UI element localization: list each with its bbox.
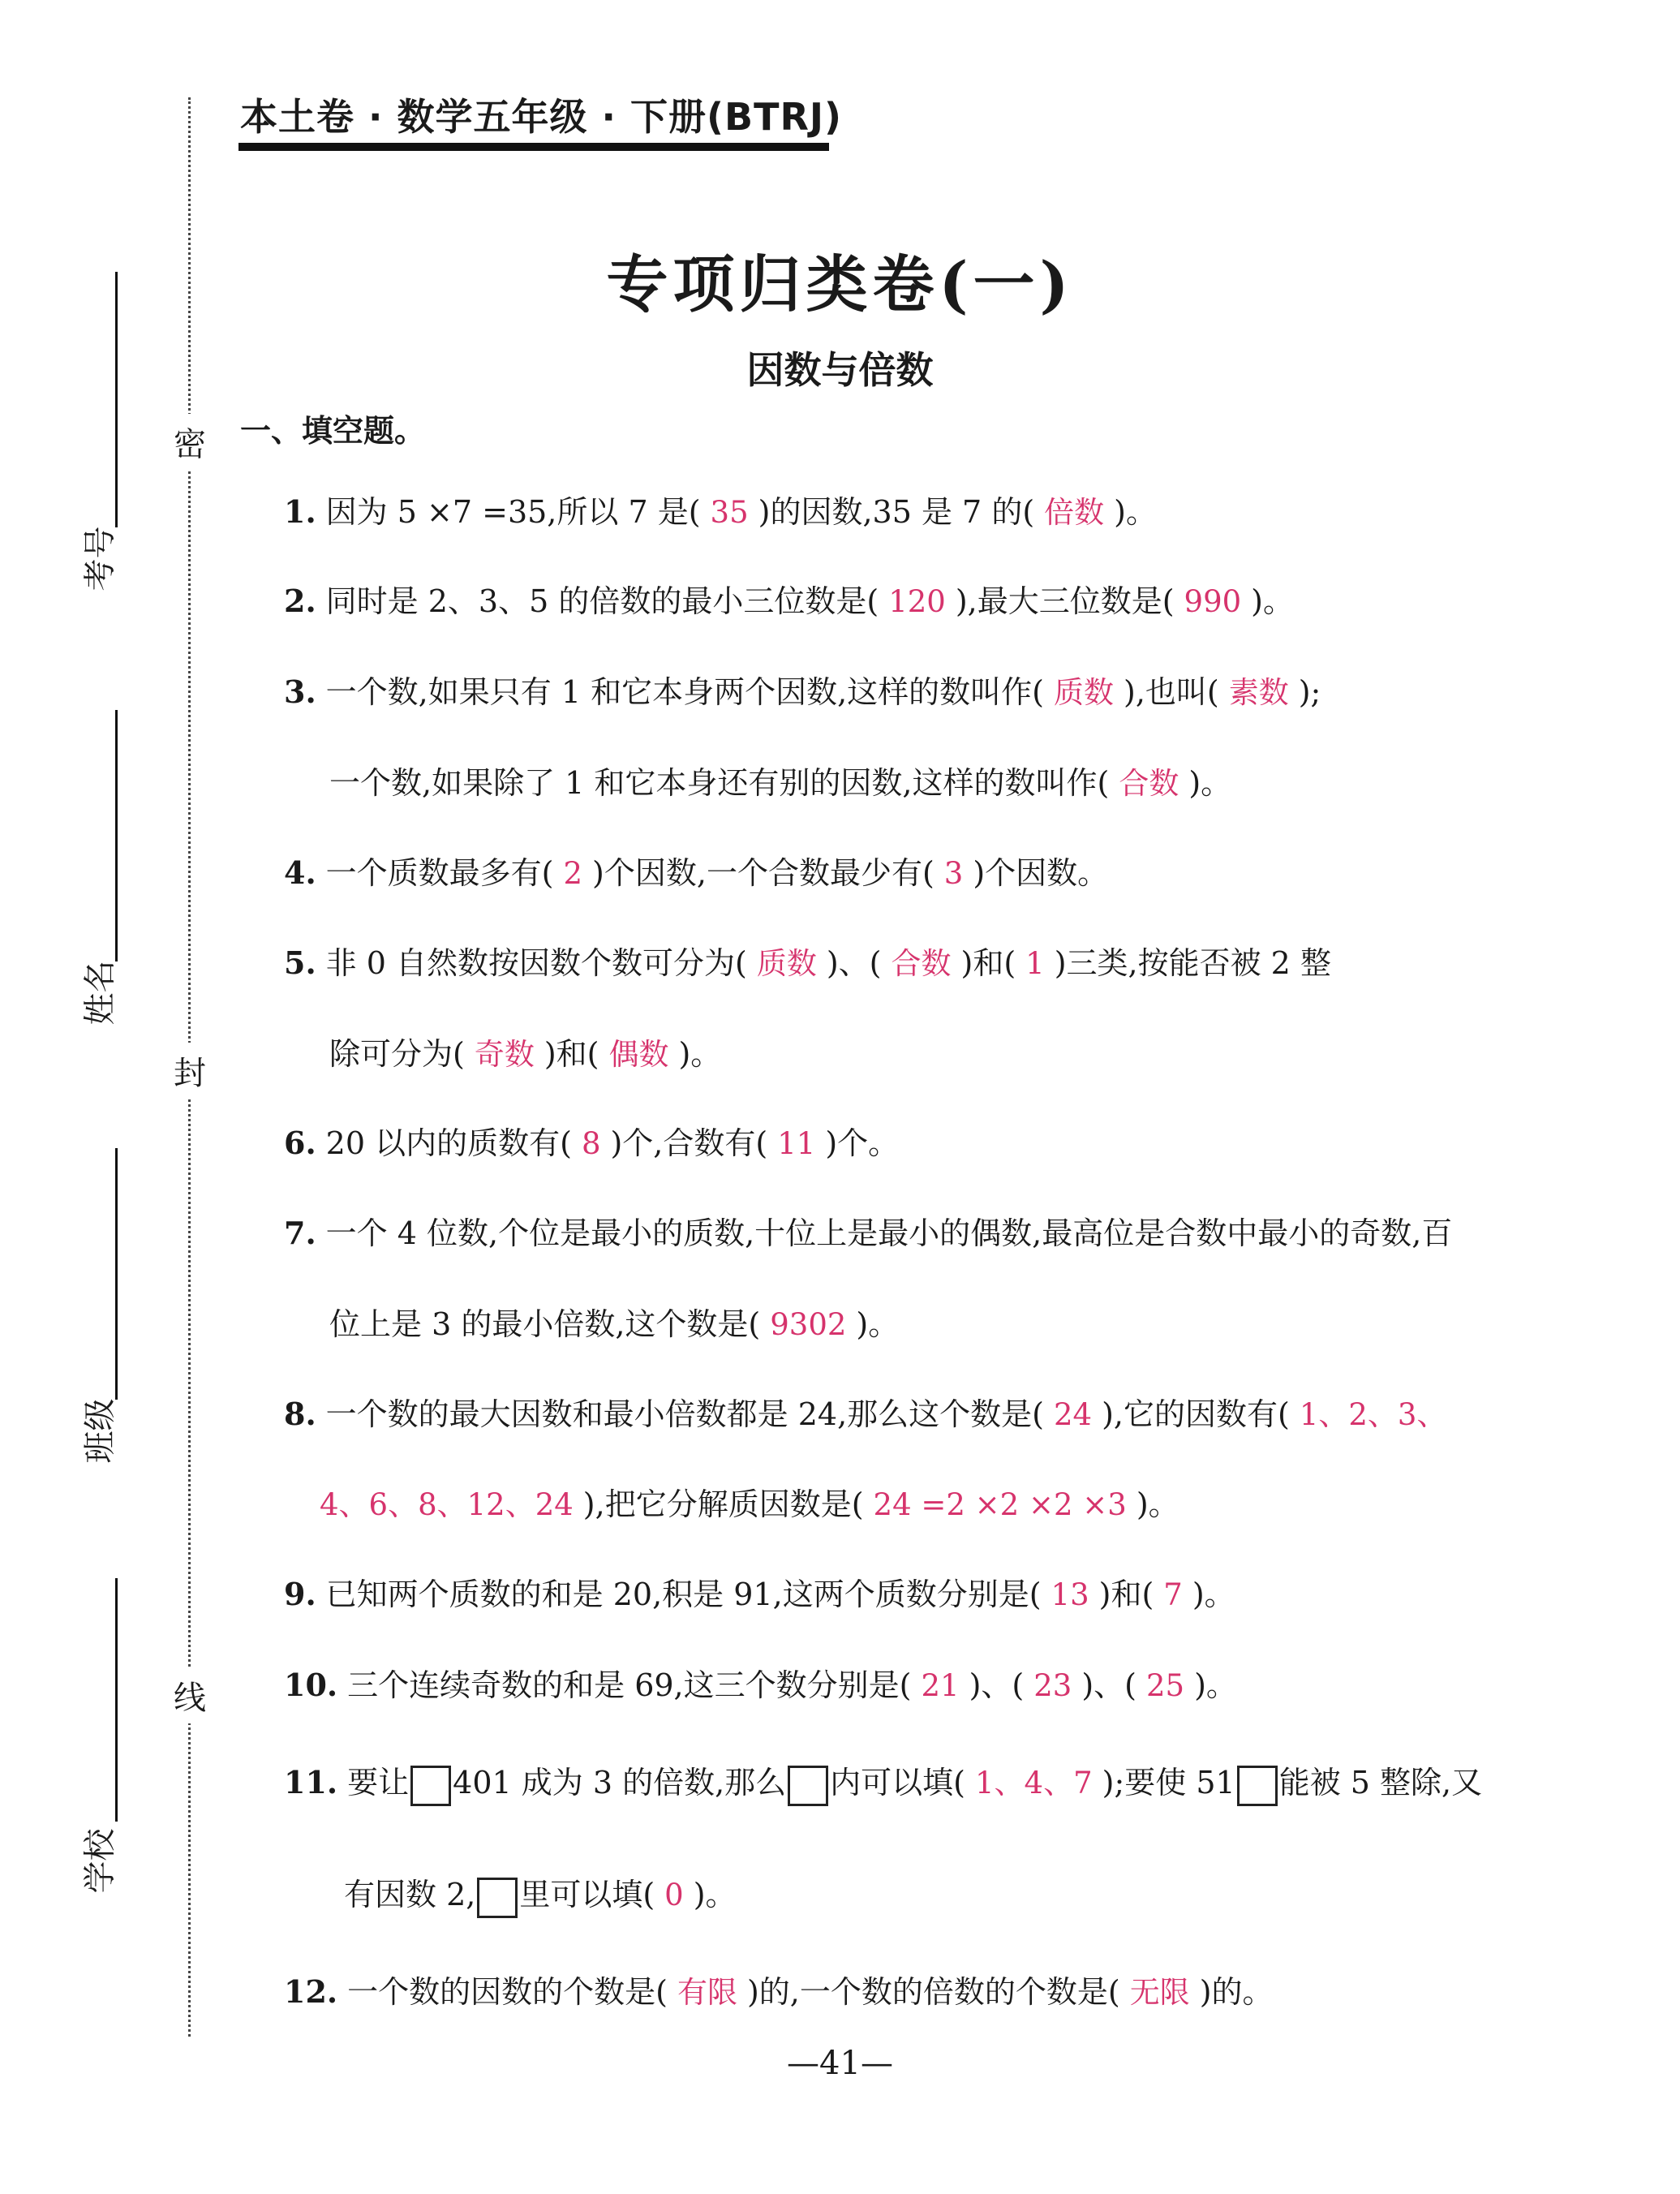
question-text: 一个数的最大因数和最小倍数都是 24,那么这个数是( xyxy=(325,1396,1045,1432)
answer-blank[interactable]: 质数 xyxy=(1054,675,1114,710)
section-heading: 一、填空题。 xyxy=(240,413,426,449)
question-number: 7. xyxy=(284,1215,316,1251)
question-10 xyxy=(284,1665,1237,1706)
question-text: ),把它分解质因数是( xyxy=(582,1486,864,1522)
question-number: 10. xyxy=(284,1667,338,1703)
question-number: 9. xyxy=(284,1576,316,1612)
question-text: 已知两个质数的和是 20,积是 91,这两个质数分别是( xyxy=(325,1577,1042,1612)
question-text: 有因数 2, xyxy=(344,1877,476,1912)
question-text: )的,一个数的倍数的个数是( xyxy=(746,1974,1120,2010)
question-text: )个因数,一个合数最少有( xyxy=(592,855,935,891)
question-text: )。 xyxy=(1188,765,1232,801)
series-header: 本土卷 · 数学五年级 · 下册(BTRJ) xyxy=(240,95,843,139)
question-text: 除可分为( xyxy=(329,1036,465,1072)
answer-blank[interactable]: 990 xyxy=(1184,584,1242,619)
side-field-line[interactable] xyxy=(115,272,118,527)
question-text: 同时是 2、3、5 的倍数的最小三位数是( xyxy=(325,583,879,619)
answer-blank[interactable]: 倍数 xyxy=(1044,495,1105,530)
question-text: )三类,按能否被 2 整 xyxy=(1054,945,1331,981)
blank-box[interactable] xyxy=(477,1878,518,1918)
answer-blank[interactable]: 合数 xyxy=(891,946,952,981)
question-text: )。 xyxy=(1251,583,1294,619)
header-underline xyxy=(238,143,829,151)
side-field-line[interactable] xyxy=(115,710,118,961)
question-number: 3. xyxy=(284,673,316,710)
side-field-label: 考号 xyxy=(81,526,119,592)
seal-mark-mi: 密 xyxy=(174,414,206,470)
question-text: )和( xyxy=(544,1036,599,1072)
question-text: 因为 5 ×7 =35,所以 7 是( xyxy=(325,494,701,530)
question-text: ),也叫( xyxy=(1124,674,1219,710)
question-3-line-2 xyxy=(329,763,1231,804)
question-text: )个因数。 xyxy=(973,855,1109,891)
question-number: 12. xyxy=(284,1973,338,2010)
answer-blank[interactable]: 21 xyxy=(921,1668,960,1703)
answer-blank[interactable]: 3 xyxy=(943,856,964,891)
question-text: 一个数,如果只有 1 和它本身两个因数,这样的数叫作( xyxy=(325,674,1044,710)
question-12 xyxy=(284,1972,1274,2013)
question-text: 要让 xyxy=(347,1765,410,1800)
question-number: 8. xyxy=(284,1396,316,1432)
seal-mark-feng: 封 xyxy=(174,1043,206,1099)
question-text: 位上是 3 的最小倍数,这个数是( xyxy=(329,1306,761,1342)
answer-blank[interactable]: 2 xyxy=(563,856,583,891)
answer-blank[interactable]: 1 xyxy=(1025,946,1045,981)
question-text: )和( xyxy=(1098,1577,1154,1612)
answer-blank[interactable]: 1、2、3、 xyxy=(1299,1397,1447,1432)
question-text: )、( xyxy=(826,945,882,981)
question-text: )。 xyxy=(1114,494,1157,530)
answer-blank[interactable]: 8 xyxy=(581,1126,601,1161)
side-field-line[interactable] xyxy=(115,1148,118,1400)
answer-blank[interactable]: 0 xyxy=(664,1878,684,1912)
answer-blank[interactable]: 35 xyxy=(710,495,749,530)
question-text: 内可以填( xyxy=(830,1765,965,1800)
question-text: );要使 51 xyxy=(1102,1765,1235,1800)
question-4 xyxy=(284,853,1108,894)
answer-blank[interactable]: 24 xyxy=(1054,1397,1093,1432)
question-text: )。 xyxy=(678,1036,722,1072)
question-text: 里可以填( xyxy=(519,1877,655,1912)
question-text: 一个数,如果除了 1 和它本身还有别的因数,这样的数叫作( xyxy=(329,765,1110,801)
question-text: )。 xyxy=(1194,1667,1237,1703)
answer-blank[interactable]: 有限 xyxy=(677,1975,737,2010)
question-5 xyxy=(284,943,1331,984)
page-title: 专项归类卷(一) xyxy=(606,248,1074,320)
answer-blank[interactable]: 无限 xyxy=(1129,1975,1190,2010)
page-number: —41— xyxy=(787,2045,893,2082)
question-text: )的因数,35 是 7 的( xyxy=(758,494,1035,530)
answer-blank[interactable]: 质数 xyxy=(756,946,817,981)
question-text: 能被 5 整除,又 xyxy=(1278,1765,1483,1800)
question-6 xyxy=(284,1123,899,1164)
blank-box[interactable] xyxy=(410,1766,451,1806)
question-number: 5. xyxy=(284,944,316,981)
answer-blank[interactable]: 4、6、8、12、24 xyxy=(320,1487,574,1522)
page-subtitle: 因数与倍数 xyxy=(746,348,934,392)
answer-blank[interactable]: 25 xyxy=(1145,1668,1185,1703)
answer-blank[interactable]: 11 xyxy=(777,1126,816,1161)
question-text: 非 0 自然数按因数个数可分为( xyxy=(325,945,747,981)
question-text: )个。 xyxy=(825,1125,900,1161)
question-number: 6. xyxy=(284,1125,316,1161)
question-text: ); xyxy=(1298,674,1321,710)
question-8 xyxy=(284,1394,1456,1435)
answer-blank[interactable]: 1、4、7 xyxy=(975,1766,1093,1800)
question-text: ),最大三位数是( xyxy=(955,583,1175,619)
question-11-line-2 xyxy=(344,1874,737,1918)
answer-blank[interactable]: 120 xyxy=(888,584,946,619)
question-text: )、( xyxy=(1081,1667,1136,1703)
question-5-line-2 xyxy=(329,1034,721,1075)
question-number: 11. xyxy=(284,1764,338,1800)
answer-blank[interactable]: 偶数 xyxy=(608,1037,669,1072)
answer-blank[interactable]: 23 xyxy=(1033,1668,1072,1703)
answer-blank[interactable]: 24 =2 ×2 ×2 ×3 xyxy=(873,1487,1127,1522)
question-text: )、( xyxy=(969,1667,1025,1703)
question-text: 401 成为 3 的倍数,那么 xyxy=(453,1765,787,1800)
side-field-label: 学校 xyxy=(81,1828,119,1894)
question-9 xyxy=(284,1574,1235,1615)
answer-blank[interactable]: 合数 xyxy=(1119,766,1179,801)
blank-box[interactable] xyxy=(788,1766,828,1806)
question-11 xyxy=(284,1762,1482,1806)
question-8-line-2 xyxy=(320,1484,1179,1525)
question-2 xyxy=(284,581,1294,622)
question-7-line-2 xyxy=(329,1304,899,1345)
answer-blank[interactable]: 13 xyxy=(1051,1577,1089,1612)
answer-blank[interactable]: 素数 xyxy=(1228,675,1289,710)
question-text: )和( xyxy=(960,945,1016,981)
question-text: 一个 4 位数,个位是最小的质数,十位上是最小的偶数,最高位是合数中最小的奇数,百 xyxy=(325,1215,1453,1251)
question-text: )。 xyxy=(1192,1577,1235,1612)
question-text: ),它的因数有( xyxy=(1102,1396,1290,1432)
answer-blank[interactable]: 奇数 xyxy=(474,1037,535,1072)
side-field-line[interactable] xyxy=(115,1578,118,1822)
question-text: )。 xyxy=(693,1877,737,1912)
question-3 xyxy=(284,672,1321,713)
question-text: 三个连续奇数的和是 69,这三个数分别是( xyxy=(347,1667,912,1703)
side-field-label: 姓名 xyxy=(81,960,119,1026)
question-text: 20 以内的质数有( xyxy=(325,1125,572,1161)
question-7 xyxy=(284,1213,1452,1254)
seal-mark-xian: 线 xyxy=(174,1667,206,1723)
side-field-label: 班级 xyxy=(81,1398,119,1464)
question-text: )的。 xyxy=(1199,1974,1274,2010)
question-number: 2. xyxy=(284,583,316,619)
question-text: 一个质数最多有( xyxy=(325,855,554,891)
question-text: )。 xyxy=(1136,1486,1179,1522)
question-text: )。 xyxy=(856,1306,900,1342)
question-number: 1. xyxy=(284,493,316,530)
answer-blank[interactable]: 9302 xyxy=(770,1307,847,1342)
question-number: 4. xyxy=(284,854,316,891)
question-text: )个,合数有( xyxy=(610,1125,768,1161)
blank-box[interactable] xyxy=(1237,1766,1278,1806)
question-1 xyxy=(284,492,1157,533)
answer-blank[interactable]: 7 xyxy=(1163,1577,1183,1612)
question-text: 一个数的因数的个数是( xyxy=(347,1974,668,2010)
